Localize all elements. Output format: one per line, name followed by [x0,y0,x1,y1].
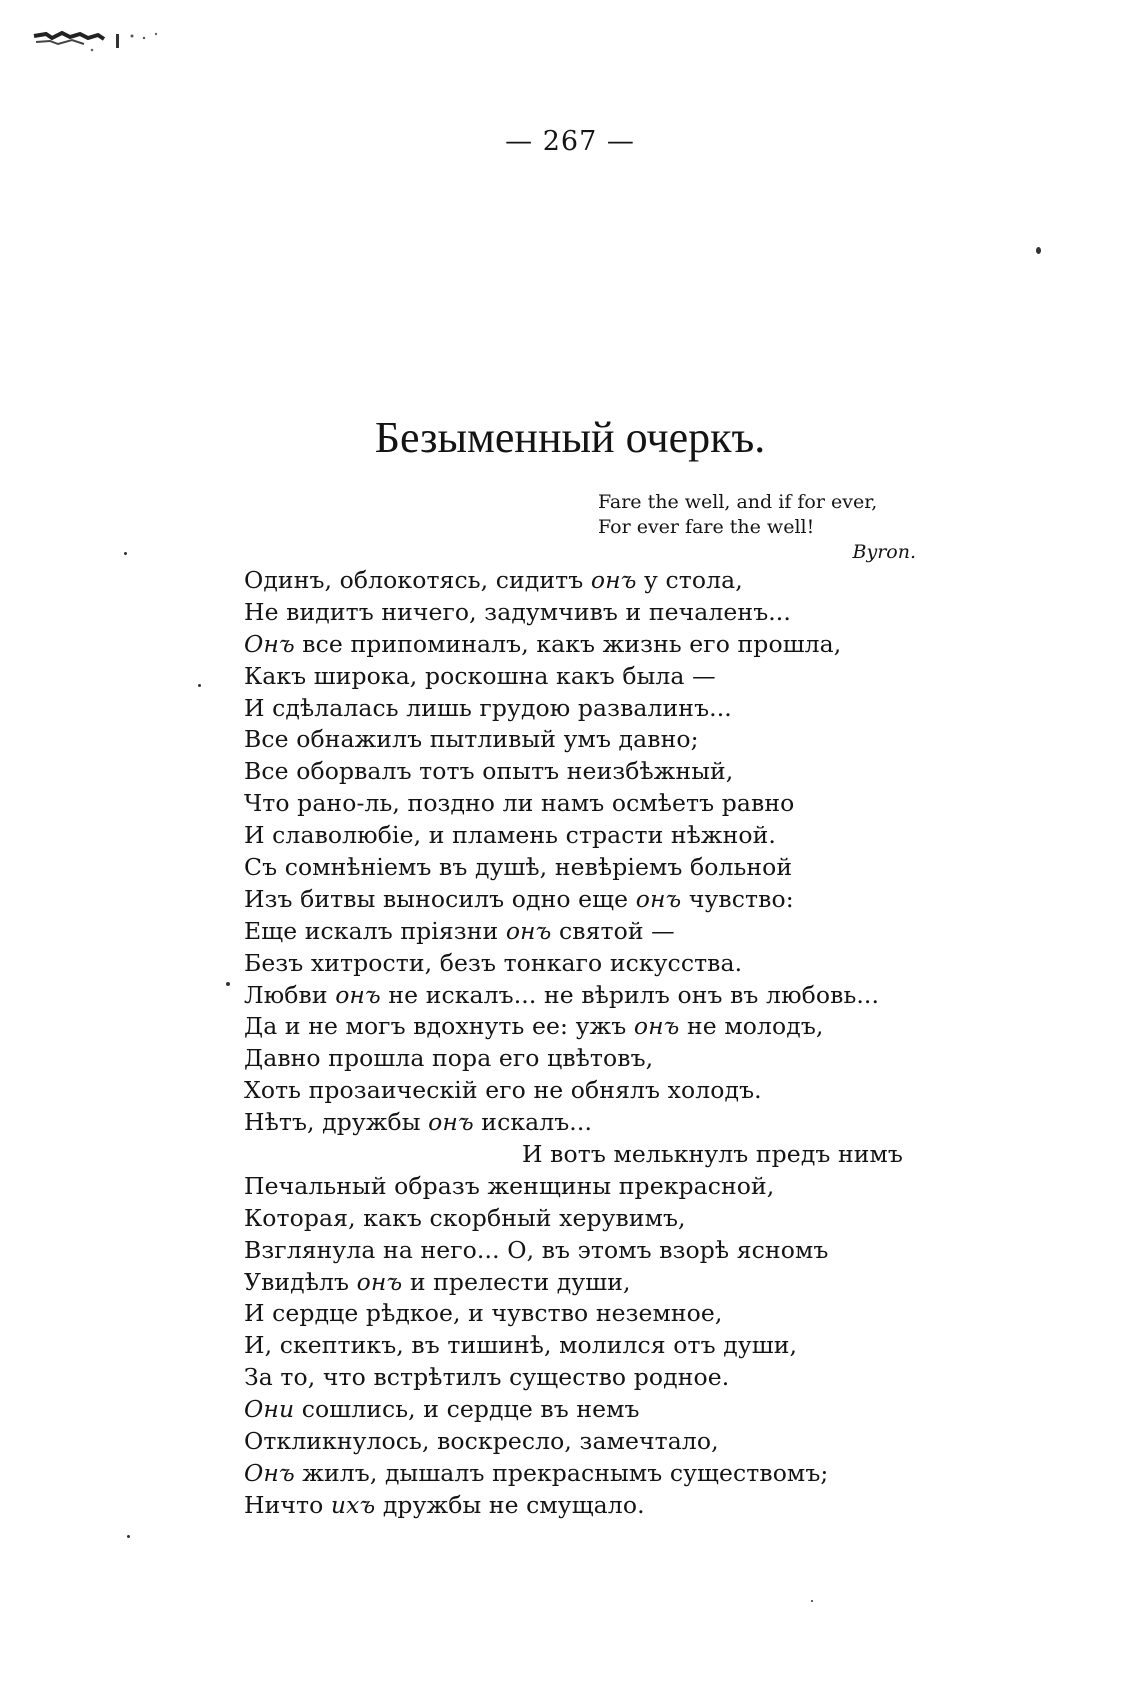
poem-line [244,1203,964,1235]
poem-italic-word: Онъ [244,1458,295,1487]
poem-line [244,852,964,884]
poem-line [244,693,964,725]
poem-italic-word: онъ [633,1012,680,1041]
poem-line [244,1139,964,1171]
poem-text: Да и не могъ вдохнуть ее: ужъ [244,1012,634,1041]
poem-italic-word: Они [244,1395,295,1424]
poem-text: И вотъ мелькнулъ предъ нимъ [522,1140,903,1169]
poem-line [244,1011,964,1043]
poem-text: искалъ... [473,1108,593,1137]
poem-line [244,1330,964,1362]
poem-italic-word: онъ [428,1108,474,1137]
poem-line [244,916,964,948]
poem-body [244,565,964,1522]
poem-line [244,884,964,916]
poem-text: Давно прошла пора его цвѣтовъ, [244,1044,654,1073]
paper-speck [127,1535,130,1538]
poem-text: Увидѣлъ [244,1267,357,1296]
poem-text: святой — [551,916,675,945]
poem-text: Нѣтъ, дружбы [244,1108,429,1137]
poem-line [244,1426,964,1458]
page-number: — 267 — [505,126,635,157]
poem-text: и прелести души, [402,1267,631,1296]
poem-text: жилъ, дышалъ прекраснымъ существомъ; [294,1458,829,1487]
poem-text: Хоть прозаическій его не обнялъ холодъ. [244,1076,762,1105]
epigraph-line: For ever fare the well! [598,516,815,538]
poem-text: За то, что встрѣтилъ существо родное. [244,1363,730,1392]
poem-text: Съ сомнѣніемъ въ душѣ, невѣріемъ больной [244,853,793,882]
paper-speck [124,552,127,555]
poem-line [244,1075,964,1107]
poem-line [244,1171,964,1203]
poem-text: Все обнажилъ пытливый умъ давно; [244,725,699,754]
poem-text: И сердце рѣдкое, и чувство неземное, [244,1299,723,1328]
poem-text: Не видитъ ничего, задумчивъ и печаленъ... [244,597,791,626]
poem-line [244,597,964,629]
poem-text: Одинъ, облокотясь, сидитъ [244,566,591,594]
poem-italic-word: онъ [505,916,552,945]
poem-text: у стола, [636,566,743,594]
poem-line [244,1362,964,1394]
poem-line [244,1394,964,1426]
poem-italic-word: ихъ [330,1490,376,1519]
print-smudge-mark [32,28,182,54]
poem-line [244,980,964,1012]
poem-line [244,1107,964,1139]
poem-text: И, скептикъ, въ тишинѣ, молился отъ души, [244,1331,798,1360]
poem-text: Какъ широка, роскошна какъ была — [244,661,716,690]
poem-line [244,1458,964,1490]
poem-line [244,1298,964,1330]
poem-text: все припоминалъ, какъ жизнь его прошла, [294,629,842,658]
poem-line [244,661,964,693]
poem-line [244,1043,964,1075]
poem-text: Что рано-ль, поздно ли намъ осмѣетъ равно [244,789,795,818]
poem-italic-word: Онъ [244,629,295,658]
chapter-title: Безыменный очеркъ. [374,413,766,462]
epigraph-author: Byron. [852,541,916,563]
poem-italic-word: онъ [635,884,682,913]
poem-line [244,788,964,820]
paper-speck [198,684,201,687]
epigraph-line: Fare the well, and if for ever, [598,491,878,513]
poem-text: Ничто [244,1490,331,1519]
poem-text: Изъ битвы выносилъ одно еще [244,884,636,913]
poem-text: Любви [244,980,336,1009]
poem-line [244,820,964,852]
epigraph [598,490,916,565]
poem-text: сошлись, и сердце въ немъ [294,1395,640,1424]
paper-speck [226,982,230,986]
poem-text: не искалъ... не вѣрилъ онъ въ любовь... [380,980,880,1009]
poem-italic-word: онъ [590,566,637,594]
poem-italic-word: онъ [335,980,381,1009]
poem-line [244,565,964,597]
poem-text: Которая, какъ скорбный херувимъ, [244,1203,686,1232]
poem-text: Безъ хитрости, безъ тонкаго искусства. [244,948,743,977]
poem-line [244,724,964,756]
poem-line [244,1267,964,1299]
poem-line [244,756,964,788]
poem-text: дружбы не смущало. [375,1490,645,1519]
poem-line [244,1235,964,1267]
paper-speck [1036,247,1041,254]
poem-line [244,1490,964,1522]
poem-italic-word: онъ [356,1267,403,1296]
poem-text: Откликнулось, воскресло, замечтало, [244,1427,719,1456]
poem-text: Печальный образъ женщины прекрасной, [244,1171,775,1200]
poem-line [244,629,964,661]
poem-text: Все оборвалъ тотъ опытъ неизбѣжный, [244,757,734,786]
poem-text: Еще искалъ пріязни [244,916,506,945]
poem-line [244,948,964,980]
poem-text: И сдѣлалась лишь грудою развалинъ... [244,693,732,722]
poem-text: чувство: [681,884,794,913]
paper-speck [811,1600,813,1602]
poem-text: не молодъ, [679,1012,824,1041]
poem-text: И славолюбіе, и пламень страсти нѣжной. [244,821,776,850]
poem-text: Взглянула на него... О, въ этомъ взорѣ ясномъ [244,1235,829,1264]
